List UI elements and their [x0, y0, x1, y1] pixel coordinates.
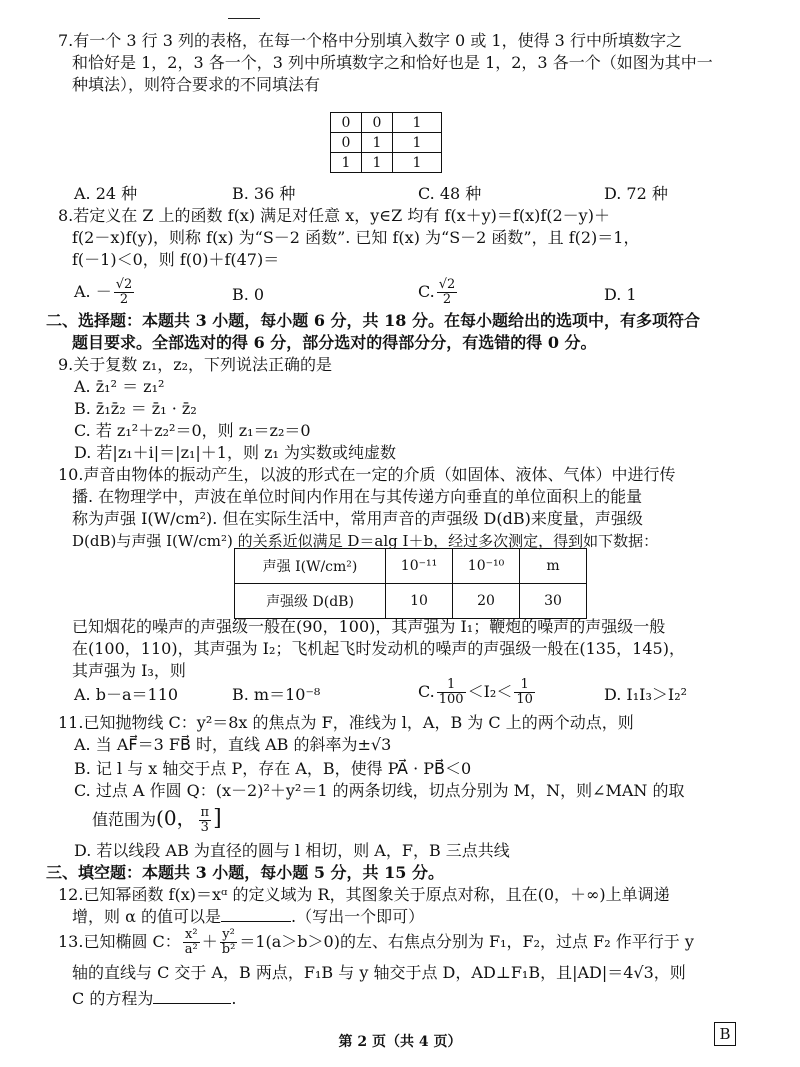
q8-option-a-prefix: A. －: [74, 282, 112, 301]
table-header: 声强 I(W/cm²): [235, 549, 386, 584]
q12-answer-blank: [221, 907, 291, 922]
fraction-numerator: 1: [437, 678, 466, 693]
q10-data-table: [234, 548, 587, 619]
fraction-denominator: 10: [516, 692, 533, 707]
q12-line1: 12.已知幂函数 f(x)＝xᵅ 的定义域为 R，其图象关于原点对称，且在(0，＋∞)上单调递: [58, 885, 670, 904]
q9-option-c: C. 若 z₁²＋z₂²＝0，则 z₁＝z₂＝0: [74, 421, 311, 440]
table-cell: 10⁻¹⁰: [453, 549, 520, 584]
fraction-numerator: π: [200, 805, 210, 820]
q10-option-c-prefix: C.: [418, 682, 435, 701]
q11-option-c-close-bracket: ]: [213, 806, 222, 831]
q8-option-c-prefix: C.: [418, 282, 435, 301]
top-rule: [228, 18, 260, 19]
q12-line2: [72, 906, 424, 928]
table-header: 声强级 D(dB): [235, 584, 386, 619]
q10-option-b: B. m＝10⁻⁸: [232, 685, 321, 704]
q11-option-d: D. 若以线段 AB 为直径的圆与 l 相切，则 A，F，B 三点共线: [74, 841, 510, 860]
q10-line7: 其声强为 I₃，则: [72, 661, 186, 680]
q13-plus: ＋: [201, 932, 218, 951]
q9-option-b: B. z̄₁z̄₂ ＝ z̄₁ · z̄₂: [74, 399, 197, 418]
q9-option-a: A. z̄₁² ＝ z₁²: [74, 377, 165, 396]
grid-cell: 0: [331, 133, 362, 153]
fraction-numerator: 1: [514, 678, 535, 693]
q8-option-b: B. 0: [232, 285, 265, 304]
q11-option-c-line2: [92, 806, 222, 835]
q10-option-c: [418, 678, 537, 707]
grid-cell: 1: [331, 153, 362, 173]
table-row: [235, 549, 587, 584]
q7-option-b: B. 36 种: [232, 184, 296, 203]
table-cell: 20: [453, 584, 520, 619]
q8-option-c: [418, 278, 459, 307]
fraction-denominator: b²: [221, 942, 236, 957]
q13-line3-suffix: .: [231, 989, 237, 1008]
q10-option-c-fraction1: [437, 678, 466, 707]
q11-option-c-line1: C. 过点 A 作圆 Q：(x－2)²＋y²＝1 的两条切线，切点分别为 M，N，则∠MAN 的取: [74, 781, 685, 800]
q10-line1: 10.声音由物体的振动产生，以波的形式在一定的介质（如固体、液体、气体）中进行传: [58, 465, 676, 484]
fraction-numerator: √2: [115, 277, 133, 292]
q8-line3: f(－1)＜0，则 f(0)＋f(47)＝: [72, 250, 280, 269]
table-row: [331, 113, 442, 133]
q11-option-b: B. 记 l 与 x 轴交于点 P，存在 A，B，使得 PA⃗ · PB⃗＜0: [74, 759, 472, 778]
fraction-numerator: √2: [438, 277, 456, 292]
table-cell: m: [520, 549, 587, 584]
grid-cell: 1: [362, 153, 393, 173]
q7-line1: 7.有一个 3 行 3 列的表格，在每一个格中分别填入数字 0 或 1，使得 3 行中所填数字之: [58, 31, 682, 50]
q7-option-c: C. 48 种: [418, 184, 482, 203]
q13-line3: [72, 988, 236, 1010]
q12-line2-suffix: .（写出一个即可）: [290, 907, 425, 926]
table-cell: 10⁻¹¹: [386, 549, 453, 584]
q13-fraction-y: [220, 928, 238, 957]
grid-cell: 1: [362, 133, 393, 153]
q9-stem: 9.关于复数 z₁，z₂，下列说法正确的是: [58, 355, 333, 374]
table-cell: 10: [386, 584, 453, 619]
q10-option-c-middle: ＜I₂＜: [467, 682, 513, 701]
fraction-denominator: 100: [438, 692, 464, 707]
q11-stem: 11.已知抛物线 C：y²＝8x 的焦点为 F，准线为 l，A，B 为 C 上的两个动点，则: [58, 713, 634, 732]
table-row: [331, 153, 442, 173]
fraction-denominator: 2: [119, 292, 129, 307]
q7-line2: 和恰好是 1，2，3 各一个，3 列中所填数字之和恰好也是 1，2，3 各一个（如图为其中一: [72, 53, 713, 72]
fraction-denominator: a²: [184, 942, 198, 957]
q7-option-a: A. 24 种: [74, 184, 138, 203]
q12-line2-prefix: 增，则 α 的值可以是: [72, 907, 221, 926]
q10-line2: 播. 在物理学中，声波在单位时间内作用在与其传递方向垂直的单位面积上的能量: [72, 487, 643, 506]
q7-line3: 种填法），则符合要求的不同填法有: [72, 75, 321, 94]
q13-fraction-x: [183, 928, 200, 957]
q13-answer-blank: [153, 989, 231, 1004]
page-footer: 第 2 页（共 4 页）: [338, 1034, 462, 1050]
q9-option-d: D. 若|z₁＋i|＝|z₁|＋1，则 z₁ 为实数或纯虚数: [74, 443, 396, 462]
table-row: [235, 584, 587, 619]
q13-prefix: 13.已知椭圆 C：: [58, 932, 181, 951]
table-cell: 30: [520, 584, 587, 619]
q11-option-c-range-prefix: 值范围为: [92, 810, 157, 829]
section2-heading-line2: 题目要求。全部选对的得 6 分，部分选对的得部分分，有选错的得 0 分。: [72, 333, 597, 352]
q11-option-c-open-bracket: (0，: [156, 806, 197, 830]
q13-line3-prefix: C 的方程为: [72, 989, 154, 1008]
grid-cell: 1: [393, 153, 442, 173]
q10-option-d: D. I₁I₃＞I₂²: [604, 685, 688, 704]
table-row: [331, 133, 442, 153]
q8-option-c-fraction: [437, 278, 458, 307]
section3-heading: 三、填空题：本题共 3 小题，每小题 5 分，共 15 分。: [46, 863, 444, 882]
q11-option-a: A. 当 AF⃗＝3 FB⃗ 时，直线 AB 的斜率为±√3: [74, 735, 392, 754]
q10-line6: 在(100，110)，其声强为 I₂；飞机起飞时发动机的噪声的声强级一般在(135，145)，: [72, 639, 685, 658]
grid-cell: 0: [331, 113, 362, 133]
fraction-denominator: 3: [200, 820, 209, 835]
version-badge: B: [714, 1022, 736, 1046]
grid-cell: 1: [393, 113, 442, 133]
grid-cell: 0: [362, 113, 393, 133]
fraction-numerator: y²: [220, 928, 238, 943]
q13-line1: [58, 928, 694, 957]
q13-line2: 轴的直线与 C 交于 A，B 两点，F₁B 与 y 轴交于点 D，AD⊥F₁B，且|AD|＝4√3，则: [72, 963, 686, 982]
q13-suffix: ＝1(a＞b＞0)的左、右焦点分别为 F₁，F₂，过点 F₂ 作平行于 y: [239, 932, 694, 951]
q8-option-a: [74, 278, 136, 307]
q7-grid: [330, 112, 442, 173]
q11-option-c-fraction: [199, 806, 212, 835]
q8-option-d: D. 1: [604, 285, 637, 304]
q10-line3: 称为声强 I(W/cm²). 但在实际生活中，常用声音的声强级 D(dB)来度量，声强级: [72, 509, 643, 528]
q8-option-a-fraction: [114, 278, 135, 307]
q7-option-d: D. 72 种: [604, 184, 668, 203]
fraction-denominator: 2: [442, 292, 452, 307]
grid-cell: 1: [393, 133, 442, 153]
q8-line2: f(2－x)f(y)，则称 f(x) 为“S－2 函数”. 已知 f(x) 为“S－2 函数”，且 f(2)＝1，: [72, 228, 640, 247]
q10-line4: D(dB)与声强 I(W/cm²) 的关系近似满足 D＝alg I＋b，经过多次测定，得到如下数据：: [72, 532, 659, 550]
q10-option-a: A. b－a＝110: [74, 685, 179, 704]
q10-option-c-fraction2: [514, 678, 535, 707]
q10-line5: 已知烟花的噪声的声强级一般在(90，100)，其声强为 I₁；鞭炮的噪声的声强级一般: [72, 617, 666, 636]
fraction-numerator: x²: [183, 928, 200, 943]
section2-heading-line1: 二、选择题：本题共 3 小题，每小题 6 分，共 18 分。在每小题给出的选项中，有多项符合: [46, 311, 700, 330]
q8-line1: 8.若定义在 Z 上的函数 f(x) 满足对任意 x，y∈Z 均有 f(x＋y)＝f(x)f(2－y)＋: [58, 206, 610, 225]
